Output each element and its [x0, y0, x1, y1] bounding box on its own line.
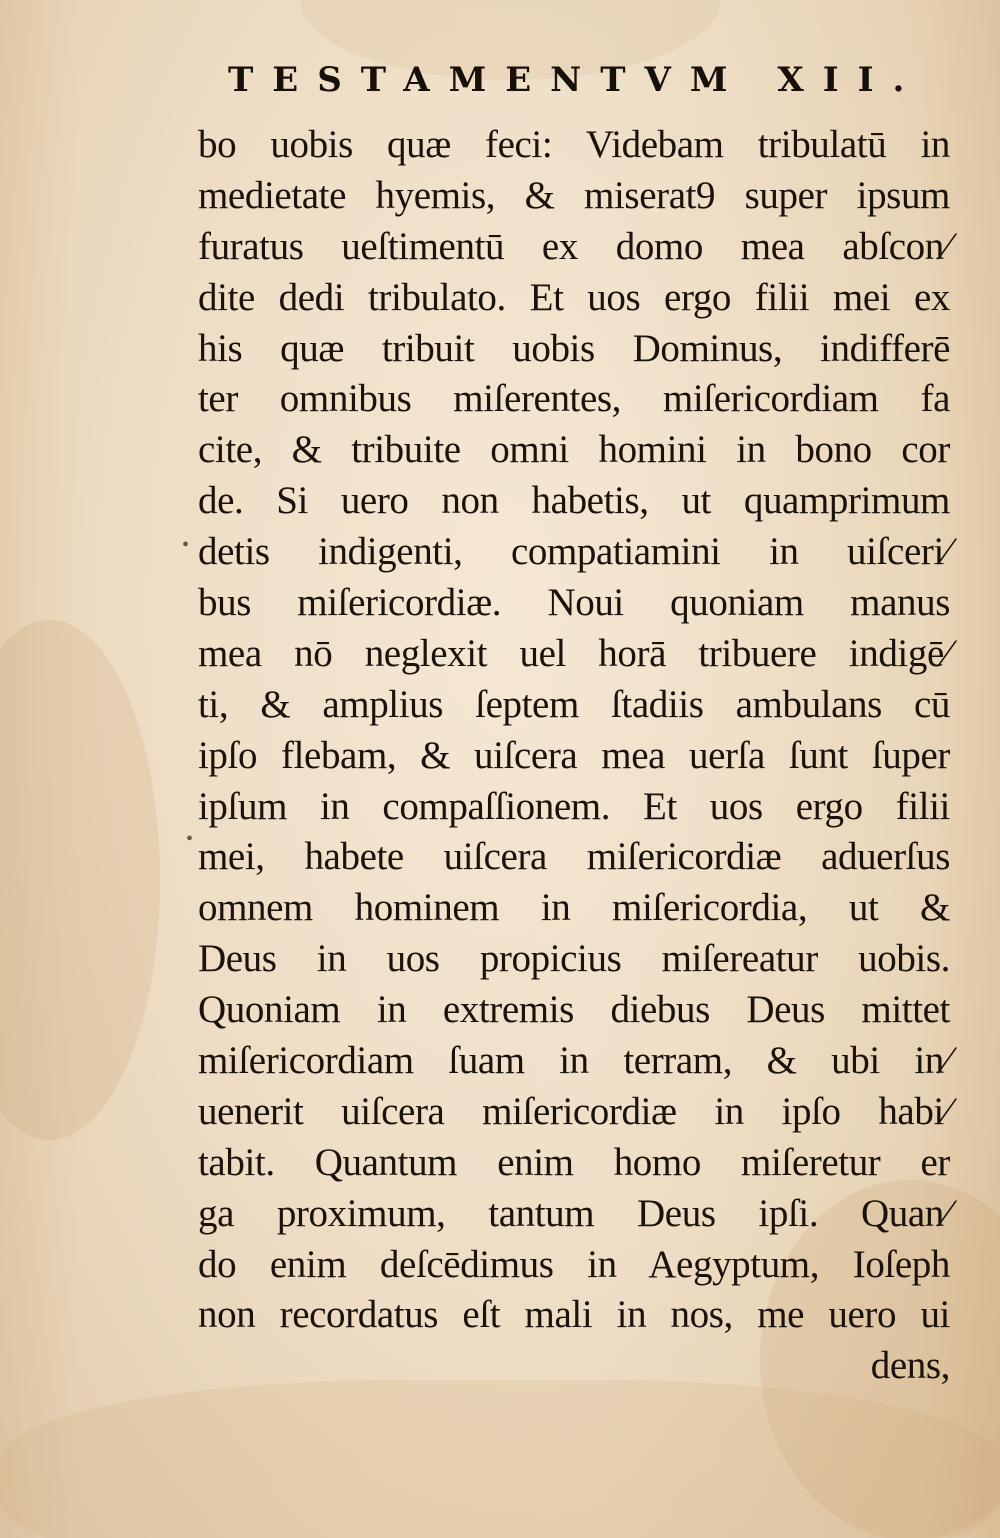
margin-dot: •: [186, 828, 194, 850]
text-line: dite dedi tribulato. Et uos ergo filii mei ex: [198, 275, 950, 319]
paper-stain: [0, 620, 160, 1140]
margin-dot: •: [182, 534, 190, 556]
text-line: ti, & amplius ſeptem ſtadiis ambulans cū: [198, 682, 950, 726]
text-line: uenerit uiſcera miſericordiæ in ipſo habi⁄: [198, 1089, 950, 1133]
text-line: medietate hyemis, & miserat9 super ipsum: [198, 173, 950, 217]
text-line: ter omnibus miſerentes, miſericordiam fa: [198, 377, 950, 421]
text-line: detis indigenti, compatiamini in uiſceri⁄: [198, 530, 950, 574]
text-line: mei, habete uiſcera miſericordiæ aduerſus: [198, 835, 950, 879]
text-line: cite, & tribuite omni homini in bono cor: [198, 428, 950, 472]
text-line: furatus ueſtimentū ex domo mea abſcon⁄: [198, 224, 950, 268]
text-line: do enim deſcēdimus in Aegyptum, Ioſeph: [198, 1242, 950, 1286]
text-line: omnem hominem in miſericordia, ut &: [198, 886, 950, 930]
text-line: mea nō neglexit uel horā tribuere indigē⁄: [198, 631, 950, 675]
text-line: tabit. Quantum enim homo miſeretur er: [198, 1140, 950, 1184]
running-head: TESTAMENTVM XII.: [228, 60, 924, 100]
text-line: his quæ tribuit uobis Dominus, indifferē: [198, 326, 950, 370]
text-line: miſericordiam ſuam in terram, & ubi in⁄: [198, 1039, 950, 1083]
text-line: de. Si uero non habetis, ut quamprimum: [198, 479, 950, 523]
paper-stain: [0, 1380, 1000, 1538]
text-line: non recordatus eſt mali in nos, me uero ui: [198, 1293, 950, 1337]
text-line: ipſo flebam, & uiſcera mea uerſa ſunt ſuper: [198, 733, 950, 777]
text-line: ga proximum, tantum Deus ipſi. Quan⁄: [198, 1191, 950, 1235]
text-line: bo uobis quæ feci: Videbam tribulatū in: [198, 123, 950, 166]
text-line: Deus in uos propicius miſereatur uobis.: [198, 937, 950, 981]
text-line: ipſum in compaſſionem. Et uos ergo filii: [198, 784, 950, 828]
body-text: [198, 120, 950, 1392]
text-line: Quoniam in extremis diebus Deus mittet: [198, 988, 950, 1032]
text-line: bus miſericordiæ. Noui quoniam manus: [198, 581, 950, 625]
catchword: dens,: [870, 1344, 950, 1388]
